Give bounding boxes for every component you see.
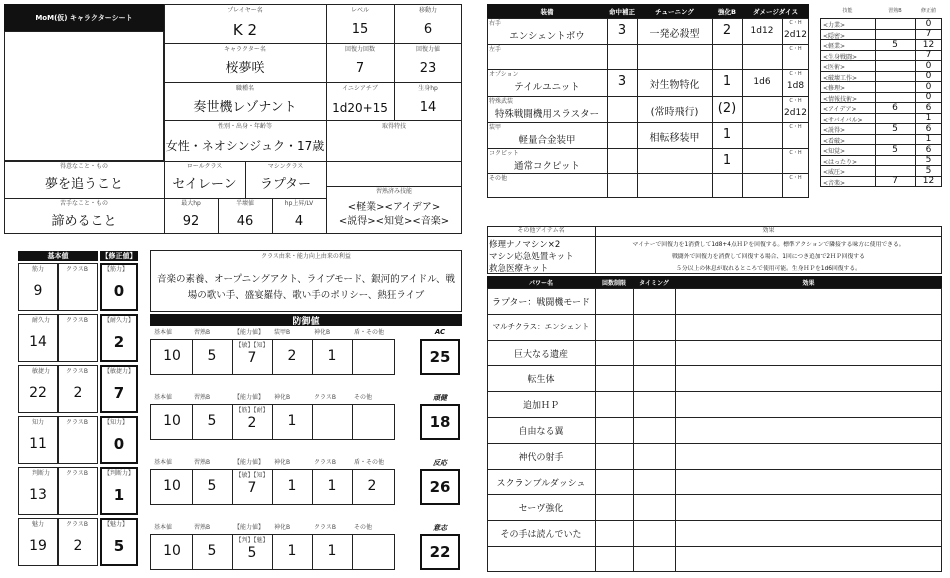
defense-col-label: その他 xyxy=(354,394,373,401)
equipment-header: 装備 xyxy=(540,7,554,16)
skill-name: <力業> xyxy=(823,22,846,29)
skill-header: 技能 xyxy=(842,8,853,14)
life-value: 14 xyxy=(419,100,437,115)
defense-col-label: クラスB xyxy=(314,394,336,401)
ability-mod-header: 【修正値】 xyxy=(101,252,137,260)
level-value: 15 xyxy=(351,22,369,37)
equipment-crit: 2d12 xyxy=(784,30,807,40)
charname-value: 桜夢咲 xyxy=(225,61,265,76)
power-row-line xyxy=(487,520,942,521)
item-header-effect: 効果 xyxy=(762,227,775,234)
equipment-col-line xyxy=(742,148,743,173)
defense-col-label: 【能力値】 xyxy=(234,524,265,531)
power-header: パワー名 xyxy=(528,279,553,287)
equipment-slot: 特殊武装 xyxy=(489,98,514,105)
skill-name: <アイデア> xyxy=(823,106,857,113)
power-name: 転生体 xyxy=(527,375,555,386)
skill-divider xyxy=(875,134,876,145)
skill-header: 習熟B xyxy=(888,8,902,14)
ability-name: 魅力 xyxy=(32,521,45,528)
defense-col-label: 盾・その他 xyxy=(354,329,385,336)
power-name: セーヴ強化 xyxy=(518,504,564,515)
item-header-line xyxy=(487,236,942,237)
equipment-name: エンシェントボウ xyxy=(509,31,585,42)
power-row-line xyxy=(487,494,942,495)
skill-bonus: 5 xyxy=(892,39,898,50)
ability-name: 耐久力 xyxy=(32,317,51,324)
equipment-col-line xyxy=(742,173,743,198)
power-name: 追加ＨＰ xyxy=(522,401,559,412)
equipment-crit-label: C・H xyxy=(789,150,802,156)
recover-val-value: 23 xyxy=(419,61,437,76)
defense-value: 7 xyxy=(247,480,257,496)
defense-col-label: その他 xyxy=(354,524,373,531)
ability-name: 敏捷力 xyxy=(32,368,51,375)
ability-classb-value: 2 xyxy=(73,385,83,401)
ability-name: 判断力 xyxy=(32,470,51,477)
defense-ability-sub: 【判】【魅】 xyxy=(235,537,269,544)
skill-name: <生身戦闘> xyxy=(823,53,858,61)
defense-value: 1 xyxy=(287,413,297,429)
defense-value: 5 xyxy=(207,478,217,494)
equipment-col-line xyxy=(712,44,713,69)
charname-label: キャラクター名 xyxy=(224,46,266,53)
maxhp-value: 92 xyxy=(182,214,200,229)
ability-name: 知力 xyxy=(32,419,45,426)
equipment-col-line xyxy=(607,122,608,148)
equipment-row-line xyxy=(487,148,809,149)
defense-col-label: 神化B xyxy=(314,329,331,336)
skill-value: 0 xyxy=(925,60,932,71)
defense-col-label: 基本値 xyxy=(154,394,173,401)
power-name: マルチクラス：エンシェント xyxy=(492,321,590,331)
defense-col-label: 習熟B xyxy=(194,524,211,531)
equipment-slot: 右手 xyxy=(489,20,502,27)
defense-col-label: 基本値 xyxy=(154,524,173,531)
equipment-col-line xyxy=(637,44,638,69)
power-row-line xyxy=(487,365,942,366)
skill-name: <破壊工作> xyxy=(823,74,858,82)
init-label: イニシアチブ xyxy=(342,85,378,92)
skill-value: 5 xyxy=(925,155,932,165)
equipment-col-line xyxy=(712,173,713,198)
skill-divider xyxy=(875,92,876,103)
ability-mod-label: 【耐久力】 xyxy=(104,317,135,324)
dislike-value: 諦めること xyxy=(51,214,117,229)
equipment-crit-label: C・H xyxy=(789,124,802,130)
defense-name: 頑健 xyxy=(433,394,447,402)
defense-total: 18 xyxy=(420,404,460,440)
like-value: 夢を追うこと xyxy=(44,177,123,192)
defense-total: 26 xyxy=(420,469,460,505)
ability-classb-value: 2 xyxy=(73,538,83,554)
skills-label: 習熟済み技能 xyxy=(375,188,412,195)
defense-value: 7 xyxy=(247,350,257,366)
equipment-name: 特殊戦闘機用スラスター xyxy=(494,109,600,120)
skill-value: 0 xyxy=(925,81,932,92)
equipment-row-line xyxy=(487,44,809,45)
equipment-crit-label: C・H xyxy=(789,46,802,52)
equipment-hit: 3 xyxy=(617,23,627,38)
equipment-slot: 左手 xyxy=(489,46,502,53)
equipment-header: 命中補正 xyxy=(609,7,635,16)
skill-value: 0 xyxy=(925,71,932,81)
skill-divider xyxy=(875,18,876,29)
ability-classb-label: クラスB xyxy=(66,368,88,375)
power-name: ラプター：戦闘機モード xyxy=(491,298,590,308)
equipment-slot: コクピット xyxy=(489,150,519,157)
ability-base-header: 基本値 xyxy=(18,251,98,261)
equipment-row-line xyxy=(487,122,809,123)
defense-col-label: 神化B xyxy=(274,394,291,401)
equipment-tuning: 対生物特化 xyxy=(649,80,700,91)
skill-value: 6 xyxy=(925,144,932,155)
class-benefits-text: 音楽の素養、オープニングアクト、ライブモード、銀河的アイドル、戦場の歌い手、盛宴羅侍、歌い手のポリシー、熱狂ライブ xyxy=(157,274,455,301)
skill-value: 1 xyxy=(925,134,932,144)
defense-value: 1 xyxy=(327,543,337,559)
ability-base-value: 13 xyxy=(29,487,47,503)
ability-name: 筋力 xyxy=(32,266,45,273)
equipment-crit: 2d12 xyxy=(784,108,807,118)
equipment-col-line xyxy=(742,44,743,69)
skill-bonus: 6 xyxy=(892,102,898,113)
ability-mod-label: 【魅力】 xyxy=(104,521,129,528)
equipment-slot: 装甲 xyxy=(489,124,502,131)
skill-name: <軽業> xyxy=(823,43,846,50)
recover-count-label: 回復力回数 xyxy=(344,46,375,53)
power-row-line xyxy=(487,314,942,315)
skill-divider xyxy=(875,165,876,176)
ability-base-value: 11 xyxy=(29,436,47,452)
defense-divider xyxy=(312,404,313,440)
equipment-crit-label: C・H xyxy=(789,175,802,181)
ability-mod-value: 2 xyxy=(113,333,125,351)
skill-name: <看破> xyxy=(823,137,846,145)
skill-value: 0 xyxy=(925,92,932,102)
defense-value: 5 xyxy=(207,543,217,559)
move-label: 移動力 xyxy=(418,7,437,14)
power-row-line xyxy=(487,340,942,341)
skill-value: 12 xyxy=(922,39,935,50)
skill-header: 修正値 xyxy=(920,8,936,14)
dislike-label: 苦手なこと・もの xyxy=(59,200,108,207)
defense-value: 2 xyxy=(247,415,257,431)
skill-divider xyxy=(875,50,876,61)
machine-value: ラプター xyxy=(259,177,312,192)
ability-base-value: 19 xyxy=(29,538,47,554)
feat-label: 取得特技 xyxy=(381,123,406,130)
defense-value: 2 xyxy=(287,348,297,364)
defense-ability-sub: 【敏】【知】 xyxy=(235,342,269,349)
equipment-name: 軽量合金装甲 xyxy=(518,135,576,146)
defense-col-label: 基本値 xyxy=(154,329,173,336)
skill-divider xyxy=(875,60,876,71)
life-label: 生身hp xyxy=(418,85,438,92)
equipment-enhance: (2) xyxy=(717,101,737,116)
power-header: タイミング xyxy=(639,279,669,287)
equipment-enhance: 1 xyxy=(722,74,732,89)
skills-line1: <軽業><アイデア> xyxy=(347,202,441,213)
skill-value: 6 xyxy=(925,123,932,134)
skill-value: 6 xyxy=(925,102,932,113)
equipment-dice: 1d12 xyxy=(750,26,774,36)
defense-value: 1 xyxy=(287,543,297,559)
defense-name: 意志 xyxy=(433,524,447,532)
skill-value: 12 xyxy=(922,176,935,186)
power-col-line xyxy=(675,288,676,572)
skill-name: <音楽> xyxy=(823,179,846,187)
class-value: 奏世機レゾナント xyxy=(193,100,297,115)
equipment-col-line xyxy=(607,44,608,69)
ability-classb-label: クラスB xyxy=(66,521,88,528)
equipment-col-line xyxy=(607,173,608,198)
defense-ability-sub: 【敏】【知】 xyxy=(235,472,269,479)
skills-line2: <説得><知覚><音楽> xyxy=(338,216,450,227)
ability-classb-label: クラスB xyxy=(66,317,88,324)
defense-col-label: 神化B xyxy=(274,459,291,466)
skill-value: 7 xyxy=(925,29,932,39)
maxhp-label: 最大hp xyxy=(181,200,201,207)
defense-col-label: 基本値 xyxy=(154,459,173,466)
move-value: 6 xyxy=(423,22,433,37)
equipment-tuning: 相転移装甲 xyxy=(649,133,700,144)
defense-col-label: 【能力値】 xyxy=(234,459,265,466)
ability-mod-label: 【知力】 xyxy=(104,419,129,426)
power-name: その手は読んでいた xyxy=(500,530,582,541)
skill-name: <サバイバル> xyxy=(823,116,863,124)
power-col-line xyxy=(633,288,634,572)
defense-value: 10 xyxy=(163,348,181,364)
equipment-enhance: 1 xyxy=(722,153,732,168)
ability-mod-label: 【敏捷力】 xyxy=(104,368,135,375)
skill-divider xyxy=(875,113,876,124)
defense-total: 25 xyxy=(420,339,460,375)
skill-name: <情報技術> xyxy=(823,95,858,103)
role-value: セイレーン xyxy=(172,177,237,192)
equipment-tuning: (常時飛行) xyxy=(650,107,699,118)
player-label: プレイヤー名 xyxy=(227,7,263,14)
role-label: ロールクラス xyxy=(186,163,223,170)
skill-name: <修理> xyxy=(823,85,846,92)
half-label: 半壊値 xyxy=(235,200,254,207)
power-name: スクランブルダッシュ xyxy=(496,478,586,489)
power-row-line xyxy=(487,546,942,547)
item-header-name: その他アイテム名 xyxy=(517,227,565,234)
equipment-col-line xyxy=(607,148,608,173)
equipment-tuning: 一発必殺型 xyxy=(649,29,700,40)
defense-value: 1 xyxy=(287,478,297,494)
defense-divider xyxy=(352,534,353,570)
defense-col-label: 盾・その他 xyxy=(354,459,385,466)
defense-col-label: 【能力値】 xyxy=(234,394,265,401)
player-value: K 2 xyxy=(232,21,258,39)
class-label: 職種名 xyxy=(235,85,254,92)
ability-base-value: 9 xyxy=(33,283,43,299)
item-name: 修理ナノマシン×2 xyxy=(489,240,561,250)
defense-col-label: 習熟B xyxy=(194,394,211,401)
defense-col-label: 習熟B xyxy=(194,329,211,336)
equipment-col-line xyxy=(637,148,638,173)
equipment-crit-label: C・H xyxy=(789,20,802,26)
ability-classb-label: クラスB xyxy=(66,419,88,426)
skill-name: <はったり> xyxy=(823,158,858,166)
power-name: 神代の射手 xyxy=(518,452,564,463)
power-row-line xyxy=(487,391,942,392)
equipment-col-line xyxy=(742,96,743,122)
portrait-area xyxy=(4,31,164,161)
equipment-slot: オプション xyxy=(489,71,519,78)
defense-name: 反応 xyxy=(433,459,447,467)
item-divider xyxy=(595,226,596,274)
defense-value: 5 xyxy=(207,413,217,429)
ability-mod-value: 1 xyxy=(113,486,125,504)
like-label: 得意なこと・もの xyxy=(59,163,108,170)
equipment-row-line xyxy=(487,173,809,174)
equipment-crit: 1d8 xyxy=(786,81,805,91)
defense-col-label: 神化B xyxy=(274,524,291,531)
equipment-enhance: 2 xyxy=(722,23,732,38)
init-value: 1d20+15 xyxy=(332,101,388,115)
power-row-line xyxy=(487,469,942,470)
equipment-row-line xyxy=(487,69,809,70)
skill-value: 5 xyxy=(925,165,932,176)
ability-base-value: 14 xyxy=(29,334,47,350)
skill-name: <知覚> xyxy=(823,148,846,155)
skill-name: <説得> xyxy=(823,127,846,134)
skill-name: <医術> xyxy=(823,64,846,71)
recover-val-label: 回復力値 xyxy=(415,46,440,53)
equipment-header: 強化B xyxy=(718,7,736,16)
ability-mod-value: 0 xyxy=(113,435,125,453)
item-name: マシン応急処置キット xyxy=(489,252,574,262)
item-effect: ５分以上の休息が取れるところで使用可能。生身ＨＰを1d6回復する。 xyxy=(676,266,861,272)
item-effect: マイナーで回復力を1消費して1d8+4点ＨＰを回復する。標準アクションで隣接する味方に使用できる。 xyxy=(632,242,905,248)
equipment-row-line xyxy=(487,96,809,97)
ability-mod-value: 0 xyxy=(113,282,125,300)
defense-value: 1 xyxy=(327,478,337,494)
defense-value: 2 xyxy=(367,478,377,494)
equipment-col-line xyxy=(607,96,608,122)
equipment-col-line xyxy=(637,173,638,198)
defense-col-label: クラスB xyxy=(314,524,336,531)
skill-divider xyxy=(875,81,876,92)
skill-value: 1 xyxy=(925,113,932,123)
defense-value: 5 xyxy=(207,348,217,364)
defense-value: 5 xyxy=(247,545,257,561)
power-row-line xyxy=(487,443,942,444)
skill-value: 0 xyxy=(925,18,932,29)
half-value: 46 xyxy=(236,214,254,229)
defense-value: 1 xyxy=(327,348,337,364)
power-header: 回数制限 xyxy=(601,279,626,287)
class-benefits-title: クラス由来・能力向上由来の利益 xyxy=(261,253,351,260)
power-name: 巨大なる遺産 xyxy=(513,349,568,360)
skill-bonus: 5 xyxy=(892,144,898,155)
skill-value: 7 xyxy=(925,50,932,60)
equipment-crit-label: C・H xyxy=(789,71,802,77)
equipment-name: 通常コクピット xyxy=(513,161,581,172)
defense-value: 10 xyxy=(163,413,181,429)
hpup-label: hp上昇/LV xyxy=(284,200,314,207)
equipment-hit: 3 xyxy=(617,74,627,89)
equipment-slot: その他 xyxy=(489,175,508,182)
defense-value: 10 xyxy=(163,543,181,559)
recover-count-value: 7 xyxy=(355,61,365,76)
defense-col-label: 習熟B xyxy=(194,459,211,466)
defense-divider xyxy=(352,339,353,375)
skill-bonus: 7 xyxy=(892,176,898,186)
origin-value: 女性・ネオシンジュク・17歳 xyxy=(165,139,325,153)
skill-divider xyxy=(875,71,876,82)
defense-title: 防御値 xyxy=(150,314,462,326)
defense-total: 22 xyxy=(420,534,460,570)
defense-value: 10 xyxy=(163,478,181,494)
defense-col-label: 装甲B xyxy=(274,329,291,336)
skill-divider xyxy=(875,29,876,40)
power-col-line xyxy=(595,288,596,572)
skill-name: <威圧> xyxy=(823,169,846,176)
equipment-crit-label: C・H xyxy=(789,98,802,104)
item-name: 救急医療キット xyxy=(489,264,549,274)
level-label: レベル xyxy=(350,7,369,14)
equipment-enhance: 1 xyxy=(722,127,732,142)
power-header: 効果 xyxy=(802,279,815,287)
sheet-title: MoM(仮) キャラクターシート xyxy=(4,4,164,32)
power-row-line xyxy=(487,417,942,418)
defense-name: AC xyxy=(434,328,446,336)
machine-label: マシンクラス xyxy=(267,163,304,170)
power-name: 自由なる翼 xyxy=(518,427,564,437)
ability-mod-value: 7 xyxy=(113,384,125,402)
defense-divider xyxy=(352,404,353,440)
equipment-col-line xyxy=(742,122,743,148)
item-effect: 戦闘外で回復力を消費して回復する場合、1回につき追加で2ＨＰ回復する xyxy=(672,254,865,260)
ability-mod-label: 【筋力】 xyxy=(104,266,129,273)
origin-label: 性別・出身・年齢等 xyxy=(217,123,272,130)
ability-classb-label: クラスB xyxy=(66,470,88,477)
equipment-name: テイルユニット xyxy=(514,82,580,93)
ability-mod-label: 【判断力】 xyxy=(104,470,135,477)
ability-classb-label: クラスB xyxy=(66,266,88,273)
skill-divider xyxy=(875,155,876,166)
ability-mod-value: 5 xyxy=(113,537,125,555)
defense-col-label: クラスB xyxy=(314,459,336,466)
equipment-dice: 1d6 xyxy=(753,77,771,87)
defense-col-label: 【能力値】 xyxy=(234,329,265,336)
equipment-header: ダメージダイス xyxy=(753,7,798,16)
skill-bonus: 5 xyxy=(892,123,898,134)
skill-name: <隠密> xyxy=(823,32,846,40)
hpup-value: 4 xyxy=(294,214,304,229)
equipment-header: チューニング xyxy=(655,7,694,16)
ability-base-value: 22 xyxy=(29,385,47,401)
defense-ability-sub: 【筋】【耐】 xyxy=(235,407,269,414)
